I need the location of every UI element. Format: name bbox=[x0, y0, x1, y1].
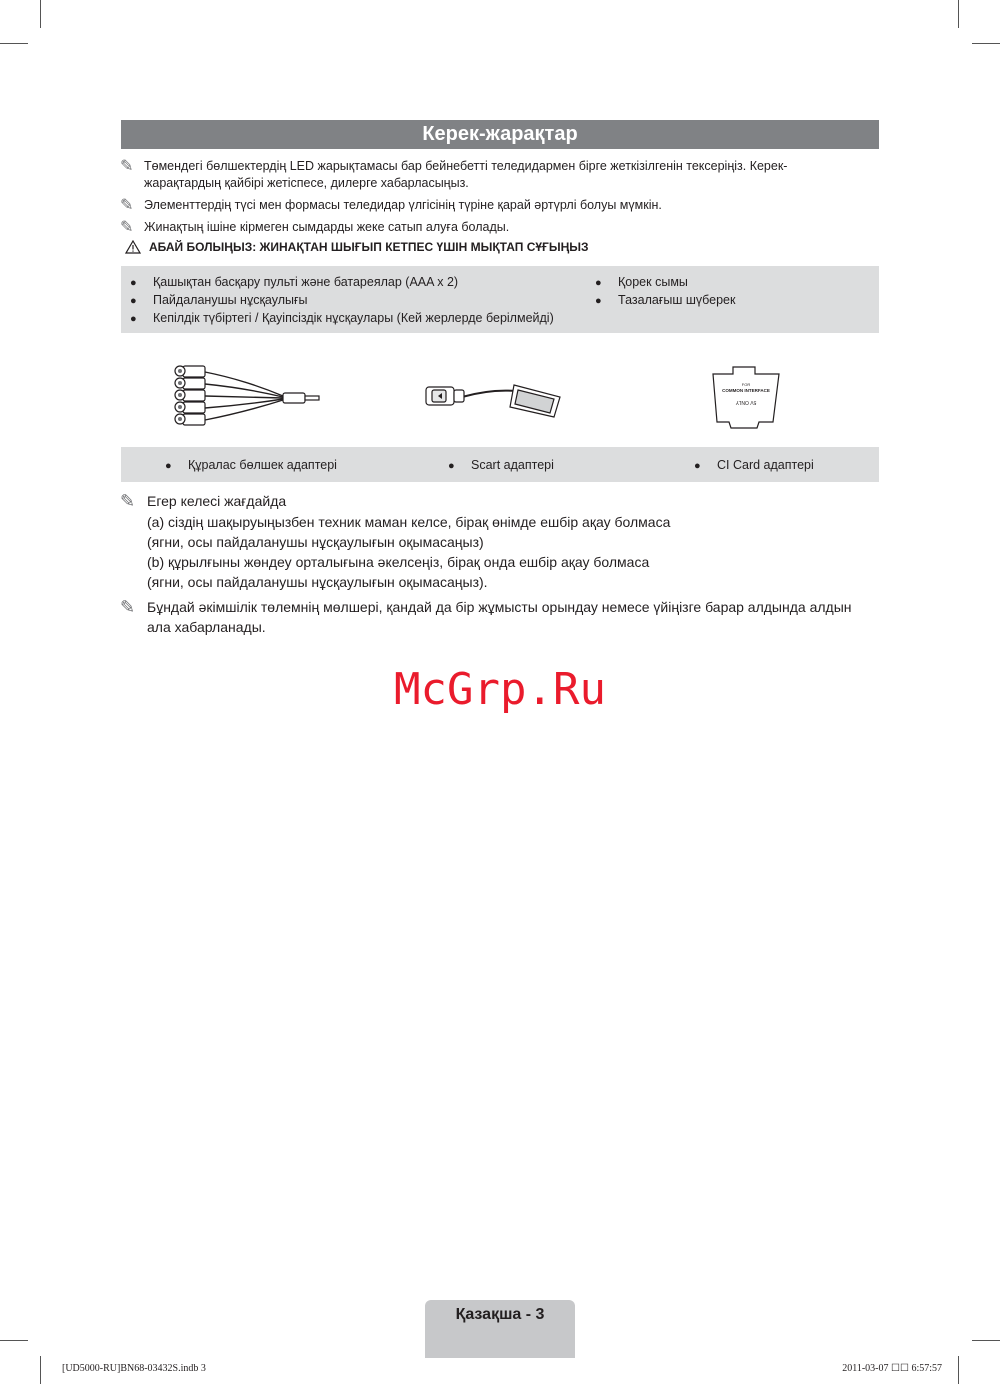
warning-triangle-icon bbox=[125, 240, 141, 254]
list-item: ● Қорек сымы bbox=[595, 275, 688, 289]
list-item-label: CI Card адаптері bbox=[717, 458, 814, 472]
service-line: (ягни, осы пайдаланушы нұсқаулығын оқымасаңыз). bbox=[147, 574, 488, 590]
ci-card-label: 5V ONLY bbox=[735, 399, 757, 405]
fee-note bbox=[120, 597, 852, 617]
list-item-label: Қорек сымы bbox=[618, 275, 688, 289]
service-line: (b) құрылғыны жөндеу орталығына әкелсеңіз, бірақ онда ешбір ақау болмаса bbox=[147, 554, 650, 570]
note-text: Бұндай әкімшілік төлемнің мөлшері, қандай да бір жұмысты орындау немесе үйіңізге барар алдында алдын bbox=[147, 599, 852, 615]
list-item-label: Қашықтан басқару пульті және батареялар (AAA x 2) bbox=[153, 275, 459, 289]
crop-mark bbox=[40, 1356, 41, 1384]
fee-note-continuation: ала хабарланады. bbox=[147, 619, 266, 635]
service-line: (ягни, осы пайдаланушы нұсқаулығын оқымасаңыз) bbox=[147, 534, 484, 550]
note-1 bbox=[120, 158, 844, 192]
note-pencil-icon: ✎ bbox=[120, 219, 134, 236]
note-pencil-icon: ✎ bbox=[120, 158, 134, 175]
warning-text: АБАЙ БОЛЫҢЫЗ: ЖИНАҚТАН ШЫҒЫП КЕТПЕС ҮШІН МЫҚТАП СҰҒЫҢЫЗ bbox=[149, 240, 589, 254]
service-line: (a) сіздің шақыруыңызбен техник маман келсе, бірақ өнімде ешбір ақау болмаса bbox=[147, 514, 671, 530]
note-text: Элементтердің түсі мен формасы теледидар үлгісінің түріне қарай әртүрлі болуы мүмкін. bbox=[144, 198, 662, 212]
list-item-label: Scart адаптері bbox=[471, 458, 554, 472]
note-3 bbox=[120, 219, 844, 236]
list-item: ● Қашықтан басқару пульті және батареялар (AAA x 2) bbox=[130, 275, 459, 289]
list-item-label: Пайдаланушы нұсқаулығы bbox=[153, 293, 308, 307]
list-item: ● Пайдаланушы нұсқаулығы bbox=[130, 293, 308, 307]
crop-mark bbox=[958, 0, 959, 28]
list-item: ● Құралас бөлшек адаптері bbox=[165, 458, 337, 472]
page-number: Қазақша - 3 bbox=[455, 1306, 545, 1323]
note-2 bbox=[120, 197, 844, 214]
page-number-tab bbox=[425, 1300, 575, 1358]
crop-mark bbox=[958, 1356, 959, 1384]
ci-card-label: COMMON INTERFACE bbox=[722, 388, 770, 393]
list-item-label: Тазалағыш шүберек bbox=[618, 293, 736, 307]
list-item: ● Scart адаптері bbox=[448, 458, 554, 472]
crop-mark bbox=[972, 43, 1000, 44]
note-pencil-icon: ✎ bbox=[120, 491, 136, 511]
ci-card-adapter-image bbox=[705, 362, 785, 430]
crop-mark bbox=[972, 1340, 1000, 1341]
crop-mark bbox=[0, 43, 28, 44]
footer-timestamp: 2011-03-07 ☐☐ 6:57:57 bbox=[842, 1363, 942, 1374]
note-text: Егер келесі жағдайда bbox=[147, 493, 287, 509]
list-item-label: Кепілдік түбіртегі / Қауіпсіздік нұсқаулары (Кей жерлерде берілмейді) bbox=[153, 311, 554, 325]
scart-adapter-image bbox=[420, 375, 570, 425]
note-text: жарақтардың қайбірі жетіспесе, дилерге хабарласыңыз. bbox=[144, 176, 469, 190]
crop-mark bbox=[40, 0, 41, 28]
caution-line bbox=[125, 240, 589, 254]
note-text: Төмендегі бөлшектердің LED жарықтамасы бар бейнебетті теледидармен бірге жеткізілгенін тексеріңіз. Керек- bbox=[144, 159, 788, 173]
list-item: ● Тазалағыш шүберек bbox=[595, 293, 736, 307]
ci-card-label: FOR bbox=[741, 382, 751, 387]
note-text: Жинақтың ішіне кірмеген сымдарды жеке сатып алуға болады. bbox=[144, 220, 510, 234]
watermark: McGrp.Ru bbox=[394, 664, 606, 715]
note-pencil-icon: ✎ bbox=[120, 197, 134, 214]
component-adapter-image bbox=[165, 360, 325, 435]
footer-file-info: [UD5000-RU]BN68-03432S.indb 3 bbox=[62, 1363, 206, 1374]
list-item: ● CI Card адаптері bbox=[694, 458, 814, 472]
note-pencil-icon: ✎ bbox=[120, 597, 136, 617]
crop-mark bbox=[0, 1340, 28, 1341]
list-item: ● Кепілдік түбіртегі / Қауіпсіздік нұсқаулары (Кей жерлерде берілмейді) bbox=[130, 311, 554, 325]
service-note bbox=[120, 491, 286, 511]
list-item-label: Құралас бөлшек адаптері bbox=[188, 458, 337, 472]
section-title: Керек-жарақтар bbox=[121, 120, 879, 149]
